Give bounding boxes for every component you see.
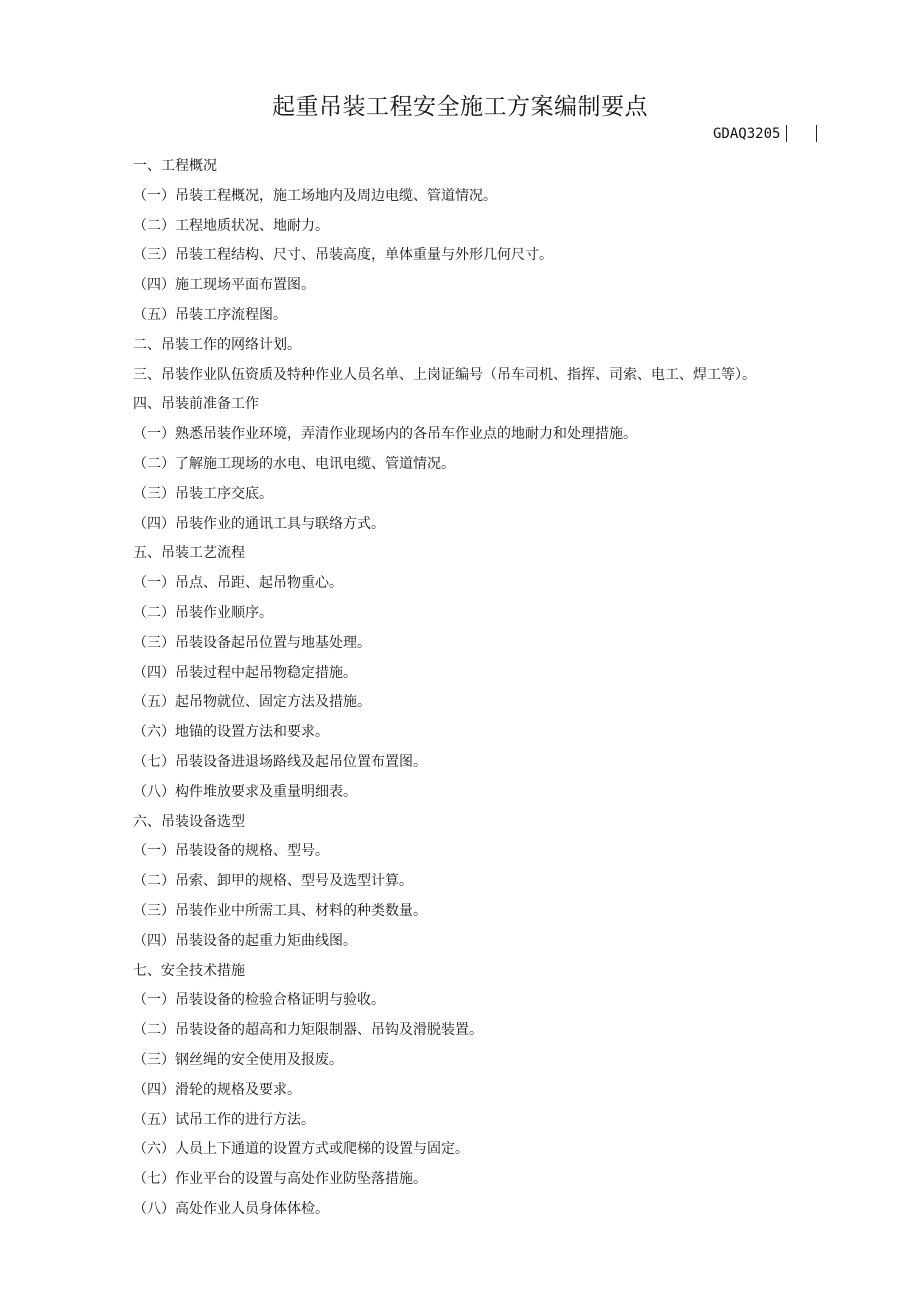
page-title: 起重吊装工程安全施工方案编制要点 — [272, 94, 648, 120]
list-item: （三）吊装作业中所需工具、材料的种类数量。 — [133, 902, 427, 919]
list-item: （四）吊装过程中起吊物稳定措施。 — [133, 664, 357, 681]
list-item: （一）熟悉吊装作业环境，弄清作业现场内的各吊车作业点的地耐力和处理措施。 — [133, 426, 637, 443]
list-item: （七）吊装设备进退场路线及起吊位置布置图。 — [133, 753, 427, 770]
document-code — [713, 125, 817, 142]
section-heading: 七、安全技术措施 — [133, 962, 245, 979]
list-item: （三）吊装工程结构、尺寸、吊装高度，单体重量与外形几何尺寸。 — [133, 247, 553, 264]
list-item: （六）人员上下通道的设置方式或爬梯的设置与固定。 — [133, 1141, 469, 1158]
list-item: （二）吊索、卸甲的规格、型号及选型计算。 — [133, 873, 413, 890]
list-item: （八）构件堆放要求及重量明细表。 — [133, 783, 357, 800]
list-item: （一）吊点、吊距、起吊物重心。 — [133, 575, 343, 592]
section-heading: 五、吊装工艺流程 — [133, 545, 245, 562]
list-item: （三）钢丝绳的安全使用及报废。 — [133, 1051, 343, 1068]
section-heading: 四、吊装前准备工作 — [133, 396, 259, 413]
list-item: （六）地锚的设置方法和要求。 — [133, 724, 329, 741]
list-item: （一）吊装设备的检验合格证明与验收。 — [133, 992, 385, 1009]
list-item: （二）了解施工现场的水电、电讯电缆、管道情况。 — [133, 455, 455, 472]
section-heading: 六、吊装设备选型 — [133, 813, 245, 830]
list-item: （五）试吊工作的进行方法。 — [133, 1111, 315, 1128]
list-item: （四）滑轮的规格及要求。 — [133, 1081, 301, 1098]
list-item: （四）施工现场平面布置图。 — [133, 277, 315, 294]
document-code-text: GDAQ3205 — [713, 125, 781, 142]
list-item: （一）吊装工程概况，施工场地内及周边电缆、管道情况。 — [133, 187, 497, 204]
list-item: （二）工程地质状况、地耐力。 — [133, 217, 329, 234]
section-heading: 二、吊装工作的网络计划。 — [133, 336, 301, 353]
list-item: （二）吊装作业顺序。 — [133, 604, 273, 621]
document-body — [133, 152, 833, 1225]
list-item: （八）高处作业人员身体体检。 — [133, 1200, 329, 1217]
list-item: （五）起吊物就位、固定方法及措施。 — [133, 694, 371, 711]
list-item: （二）吊装设备的超高和力矩限制器、吊钩及滑脱装置。 — [133, 1022, 483, 1039]
list-item: （一）吊装设备的规格、型号。 — [133, 843, 329, 860]
section-heading: 一、工程概况 — [133, 158, 217, 174]
code-divider — [786, 125, 787, 142]
list-item: （五）吊装工序流程图。 — [133, 306, 287, 323]
list-item: （三）吊装设备起吊位置与地基处理。 — [133, 634, 371, 651]
code-divider — [816, 125, 817, 142]
section-heading: 三、吊装作业队伍资质及特种作业人员名单、上岗证编号（吊车司机、指挥、司索、电工、焊工等）。 — [133, 366, 756, 383]
list-item: （七）作业平台的设置与高处作业防坠落措施。 — [133, 1171, 427, 1188]
list-item: （四）吊装作业的通讯工具与联络方式。 — [133, 515, 385, 532]
list-item: （三）吊装工序交底。 — [133, 485, 273, 502]
list-item: （四）吊装设备的起重力矩曲线图。 — [133, 932, 357, 949]
